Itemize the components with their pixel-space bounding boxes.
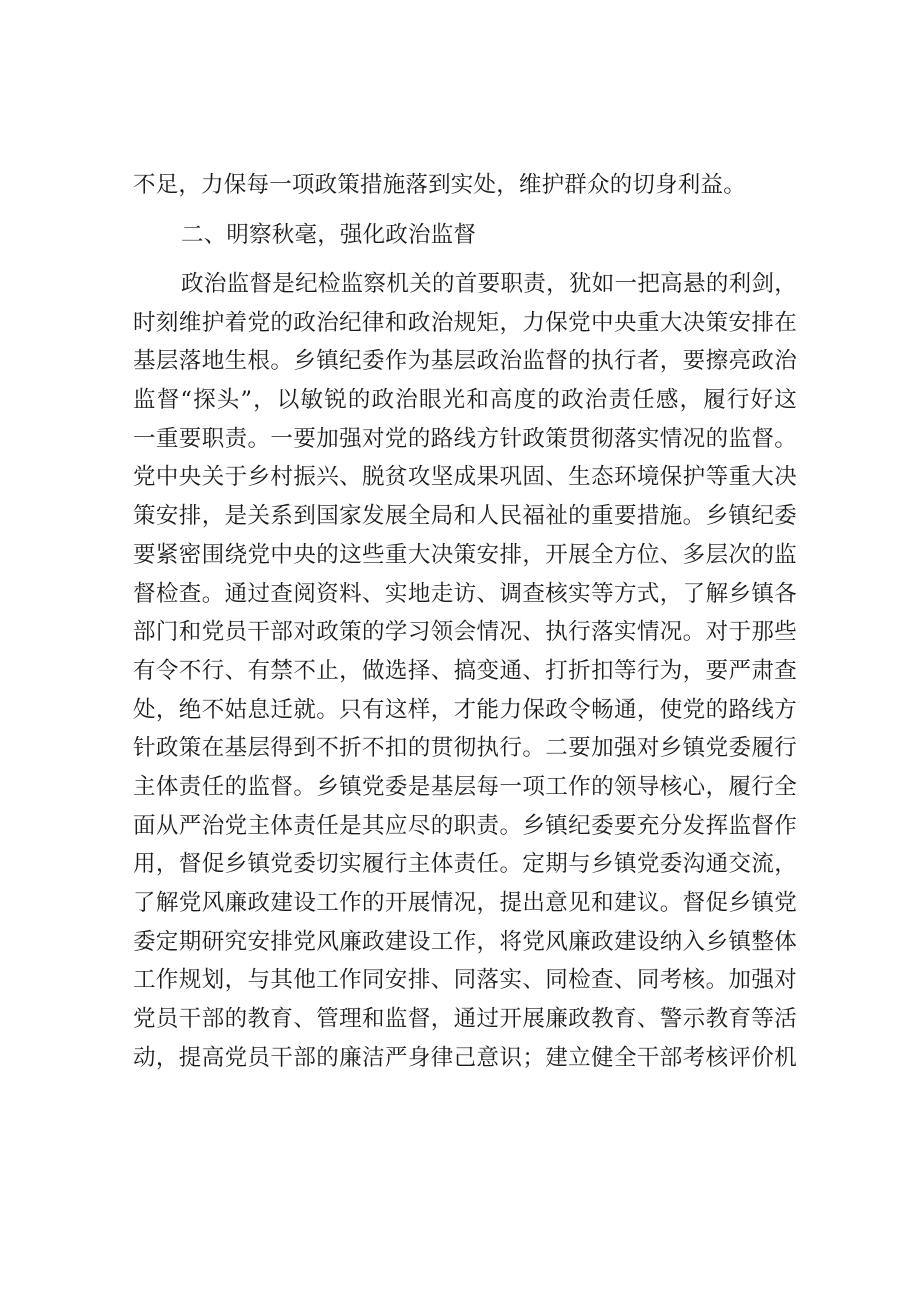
paragraph-line: 要紧密围绕党中央的这些重大决策安排，开展全方位、多层次的监: [133, 541, 797, 568]
body-paragraph: [133, 265, 797, 1077]
paragraph-line: 督检查。通过查阅资料、实地走访、调查核实等方式，了解乡镇各: [133, 580, 797, 607]
paragraph-line: 用，督促乡镇党委切实履行主体责任。定期与乡镇党委沟通交流，: [133, 851, 797, 878]
paragraph-line: 部门和党员干部对政策的学习领会情况、执行落实情况。对于那些: [133, 619, 797, 646]
section-heading: 二、明察秋毫，强化政治监督: [181, 222, 477, 248]
paragraph-line: 监督“探头”，以敏锐的政治眼光和高度的政治责任感，履行好这: [133, 387, 797, 414]
paragraph-line: 基层落地生根。乡镇纪委作为基层政治监督的执行者，要擦亮政治: [133, 348, 797, 375]
continuation-line: 不足，力保每一项政策措施落到实处，维护群众的切身利益。: [133, 172, 746, 198]
paragraph-line: 了解党风廉政建设工作的开展情况，提出意见和建议。督促乡镇党: [133, 890, 797, 916]
paragraph-line: 针政策在基层得到不折不扣的贯彻执行。二要加强对乡镇党委履行: [133, 735, 797, 762]
paragraph-line: 党员干部的教育、管理和监督，通过开展廉政教育、警示教育等活: [133, 1006, 797, 1033]
paragraph-line: 政治监督是纪检监察机关的首要职责，犹如一把高悬的利剑，: [181, 271, 797, 297]
paragraph-line: 策安排，是关系到国家发展全局和人民福祉的重要措施。乡镇纪委: [133, 503, 797, 530]
section-heading-block: [133, 216, 797, 255]
paragraph-line: 工作规划，与其他工作同安排、同落实、同检查、同考核。加强对: [133, 967, 797, 994]
paragraph-line: 党中央关于乡村振兴、脱贫攻坚成果巩固、生态环境保护等重大决: [133, 464, 797, 491]
paragraph-line: 动，提高党员干部的廉洁严身律己意识；建立健全干部考核评价机: [133, 1044, 797, 1071]
paragraph-line: 主体责任的监督。乡镇党委是基层每一项工作的领导核心，履行全: [133, 773, 797, 800]
paragraph-line: 有令不行、有禁不止，做选择、搞变通、打折扣等行为，要严肃查: [133, 657, 797, 684]
paragraph-line: 委定期研究安排党风廉政建设工作，将党风廉政建设纳入乡镇整体: [133, 928, 797, 955]
paragraph-line: 面从严治党主体责任是其应尽的职责。乡镇纪委要充分发挥监督作: [133, 812, 797, 839]
paragraph-line: 一重要职责。一要加强对党的路线方针政策贯彻落实情况的监督。: [133, 425, 797, 452]
paragraph-line: 处，绝不姑息迁就。只有这样，才能力保政令畅通，使党的路线方: [133, 696, 797, 723]
paragraph-line: 时刻维护着党的政治纪律和政治规矩，力保党中央重大决策安排在: [133, 309, 797, 336]
continuation-text: [133, 166, 797, 205]
